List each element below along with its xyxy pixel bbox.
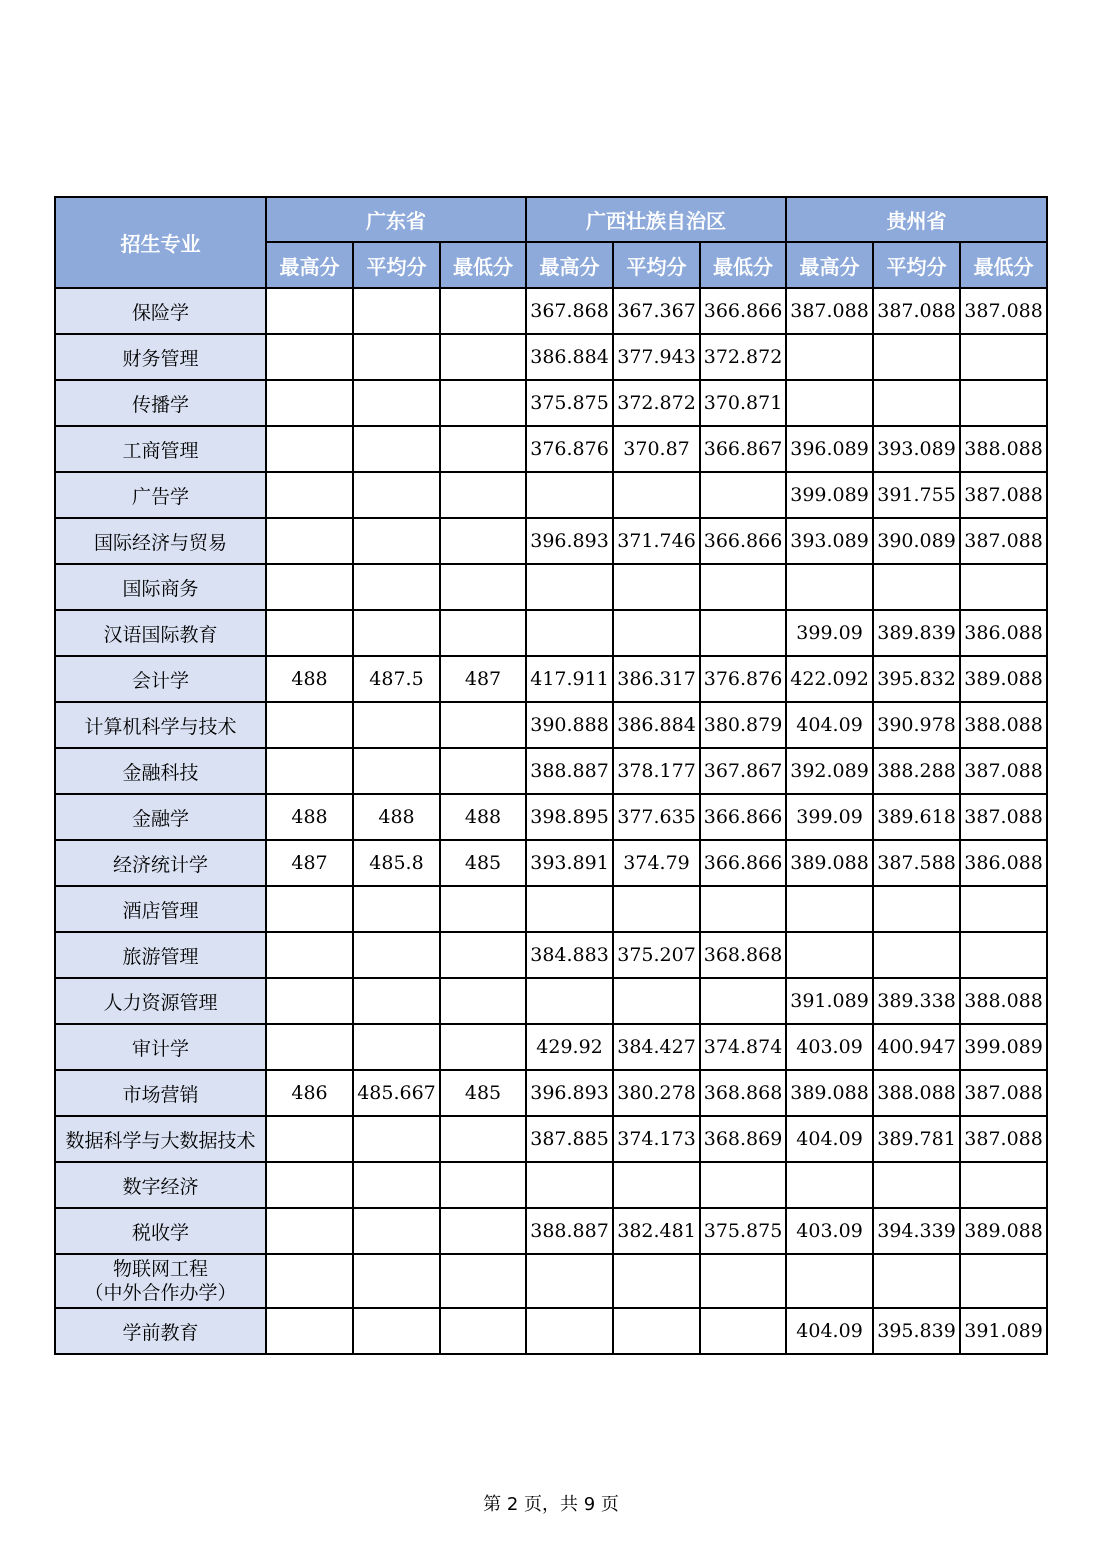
score-cell (786, 1254, 873, 1308)
major-name-cell (55, 288, 266, 334)
score-cell: 399.089 (786, 472, 873, 518)
sub-header-max: 最高分 (786, 242, 873, 288)
score-cell: 366.866 (700, 794, 786, 840)
score-cell: 389.839 (873, 610, 960, 656)
table-row (55, 334, 1047, 380)
score-cell: 395.832 (873, 656, 960, 702)
score-cell: 485.8 (353, 840, 440, 886)
score-cell: 399.09 (786, 794, 873, 840)
province-header-guangxi: 广西壮族自治区 (526, 197, 786, 242)
score-cell (786, 380, 873, 426)
score-cell: 367.868 (526, 288, 613, 334)
score-cell: 395.839 (873, 1308, 960, 1354)
score-cell (613, 610, 700, 656)
sub-header-min: 最低分 (440, 242, 526, 288)
score-cell (613, 472, 700, 518)
score-cell (440, 426, 526, 472)
sub-header-avg: 平均分 (613, 242, 700, 288)
score-cell (353, 1308, 440, 1354)
major-name-cell (55, 794, 266, 840)
score-cell (440, 334, 526, 380)
score-cell: 388.088 (960, 702, 1047, 748)
score-cell: 389.338 (873, 978, 960, 1024)
score-cell (353, 702, 440, 748)
score-cell (526, 1254, 613, 1308)
score-cell: 374.79 (613, 840, 700, 886)
major-name: 经济统计学 (112, 853, 208, 876)
score-cell: 404.09 (786, 1308, 873, 1354)
score-cell: 389.618 (873, 794, 960, 840)
score-cell (353, 886, 440, 932)
major-name-cell (55, 564, 266, 610)
score-cell (700, 1308, 786, 1354)
score-cell (353, 380, 440, 426)
score-cell (266, 288, 353, 334)
score-cell (440, 518, 526, 564)
major-name: 学前教育 (122, 1321, 199, 1344)
score-cell: 393.089 (873, 426, 960, 472)
major-name: 国际经济与贸易 (93, 531, 227, 554)
score-cell: 370.87 (613, 426, 700, 472)
score-cell (786, 1162, 873, 1208)
table-row (55, 656, 1047, 702)
major-name-cell (55, 380, 266, 426)
score-cell (700, 472, 786, 518)
score-cell: 389.088 (786, 840, 873, 886)
score-cell: 486 (266, 1070, 353, 1116)
score-cell (440, 288, 526, 334)
sub-header-min: 最低分 (700, 242, 786, 288)
major-name-cell (55, 1024, 266, 1070)
score-cell (440, 748, 526, 794)
table-row (55, 1254, 1047, 1308)
major-name: 工商管理 (122, 439, 199, 462)
major-name-cell (55, 886, 266, 932)
score-cell (960, 1162, 1047, 1208)
table-row (55, 472, 1047, 518)
admission-score-table (54, 196, 1048, 1355)
score-cell: 387.088 (960, 748, 1047, 794)
score-table-body (55, 288, 1047, 1354)
score-cell (873, 380, 960, 426)
score-cell (700, 886, 786, 932)
score-cell (526, 472, 613, 518)
score-cell (526, 610, 613, 656)
score-cell (613, 564, 700, 610)
score-cell: 391.089 (960, 1308, 1047, 1354)
score-cell: 404.09 (786, 702, 873, 748)
major-name-cell (55, 978, 266, 1024)
score-cell: 387.885 (526, 1116, 613, 1162)
score-cell: 378.177 (613, 748, 700, 794)
score-cell (353, 1024, 440, 1070)
major-name: 传播学 (131, 393, 189, 416)
score-cell (873, 334, 960, 380)
score-cell: 380.278 (613, 1070, 700, 1116)
score-cell (266, 518, 353, 564)
score-cell: 422.092 (786, 656, 873, 702)
score-cell (353, 472, 440, 518)
score-cell (266, 426, 353, 472)
major-name-cell (55, 518, 266, 564)
score-cell: 387.088 (960, 288, 1047, 334)
score-cell (526, 1162, 613, 1208)
major-column-header: 招生专业 (55, 197, 266, 288)
table-row (55, 886, 1047, 932)
score-cell (440, 1208, 526, 1254)
score-cell (353, 1162, 440, 1208)
score-cell (440, 702, 526, 748)
major-name: 税收学 (131, 1221, 189, 1244)
score-cell (266, 1254, 353, 1308)
major-name-cell (55, 426, 266, 472)
score-cell (266, 1308, 353, 1354)
score-cell (266, 702, 353, 748)
score-cell (700, 1254, 786, 1308)
score-cell: 392.089 (786, 748, 873, 794)
score-cell (786, 334, 873, 380)
major-name-cell (55, 702, 266, 748)
score-cell: 374.874 (700, 1024, 786, 1070)
score-cell (266, 1208, 353, 1254)
major-name: 市场营销 (122, 1083, 199, 1106)
table-row (55, 702, 1047, 748)
score-cell (786, 886, 873, 932)
score-cell: 386.088 (960, 610, 1047, 656)
score-cell (440, 932, 526, 978)
major-name: 国际商务 (122, 577, 199, 600)
table-row (55, 840, 1047, 886)
score-cell (700, 1162, 786, 1208)
score-cell: 488 (440, 794, 526, 840)
major-name-cell (55, 748, 266, 794)
table-row (55, 518, 1047, 564)
province-header-guangdong: 广东省 (266, 197, 526, 242)
score-cell (440, 380, 526, 426)
score-cell (960, 886, 1047, 932)
score-cell: 390.089 (873, 518, 960, 564)
major-name: 人力资源管理 (103, 991, 218, 1014)
score-cell: 377.635 (613, 794, 700, 840)
score-cell (353, 748, 440, 794)
score-cell: 366.866 (700, 840, 786, 886)
score-cell: 400.947 (873, 1024, 960, 1070)
major-name: 会计学 (131, 669, 189, 692)
score-cell (353, 426, 440, 472)
score-cell (786, 564, 873, 610)
score-cell: 375.875 (526, 380, 613, 426)
score-cell: 399.089 (960, 1024, 1047, 1070)
major-name: 财务管理 (122, 347, 199, 370)
sub-header-max: 最高分 (526, 242, 613, 288)
major-name: 物联网工程 (112, 1258, 208, 1280)
score-cell (440, 610, 526, 656)
sub-header-max: 最高分 (266, 242, 353, 288)
major-name-cell (55, 1070, 266, 1116)
score-cell: 388.088 (960, 426, 1047, 472)
sub-header-min: 最低分 (960, 242, 1047, 288)
score-cell: 388.088 (873, 1070, 960, 1116)
score-cell: 375.207 (613, 932, 700, 978)
score-cell: 387.088 (873, 288, 960, 334)
score-cell (873, 564, 960, 610)
score-cell (266, 1024, 353, 1070)
score-cell: 388.288 (873, 748, 960, 794)
score-cell (786, 932, 873, 978)
score-cell (440, 978, 526, 1024)
score-cell (266, 886, 353, 932)
score-cell: 366.866 (700, 518, 786, 564)
score-cell (353, 1254, 440, 1308)
table-row (55, 794, 1047, 840)
score-cell: 404.09 (786, 1116, 873, 1162)
score-cell (266, 932, 353, 978)
score-cell: 390.888 (526, 702, 613, 748)
score-cell (266, 1162, 353, 1208)
score-cell (353, 288, 440, 334)
score-cell: 366.866 (700, 288, 786, 334)
score-cell: 396.893 (526, 518, 613, 564)
score-cell (526, 1308, 613, 1354)
score-cell: 391.089 (786, 978, 873, 1024)
table-row (55, 380, 1047, 426)
score-cell: 396.089 (786, 426, 873, 472)
score-cell: 488 (266, 794, 353, 840)
score-cell: 488 (266, 656, 353, 702)
major-name-cell (55, 932, 266, 978)
score-cell (266, 748, 353, 794)
score-cell (960, 564, 1047, 610)
score-cell (440, 1162, 526, 1208)
major-name-cell (55, 610, 266, 656)
score-cell: 393.891 (526, 840, 613, 886)
score-cell (873, 932, 960, 978)
score-cell: 367.867 (700, 748, 786, 794)
score-cell: 389.088 (960, 656, 1047, 702)
score-cell: 387.088 (960, 794, 1047, 840)
score-cell: 386.088 (960, 840, 1047, 886)
score-cell: 488 (353, 794, 440, 840)
score-cell: 393.089 (786, 518, 873, 564)
score-cell (960, 1254, 1047, 1308)
major-name-cell (55, 1162, 266, 1208)
score-cell (266, 564, 353, 610)
score-cell (700, 978, 786, 1024)
score-cell: 380.879 (700, 702, 786, 748)
score-cell: 387.588 (873, 840, 960, 886)
score-cell: 387.088 (786, 288, 873, 334)
score-cell (353, 978, 440, 1024)
score-cell (440, 1308, 526, 1354)
score-cell: 403.09 (786, 1208, 873, 1254)
score-cell: 366.867 (700, 426, 786, 472)
table-row (55, 978, 1047, 1024)
score-cell (960, 380, 1047, 426)
major-name: 汉语国际教育 (103, 623, 218, 646)
score-cell (266, 472, 353, 518)
score-cell: 384.427 (613, 1024, 700, 1070)
score-cell: 368.868 (700, 932, 786, 978)
table-row (55, 1070, 1047, 1116)
score-cell: 396.893 (526, 1070, 613, 1116)
score-cell: 394.339 (873, 1208, 960, 1254)
major-name: 金融科技 (122, 761, 199, 784)
score-cell (266, 610, 353, 656)
table-row (55, 932, 1047, 978)
major-name: 计算机科学与技术 (84, 715, 237, 738)
table-row (55, 1116, 1047, 1162)
major-name-cell (55, 1308, 266, 1354)
score-cell (266, 1116, 353, 1162)
score-cell (353, 564, 440, 610)
score-cell (613, 1162, 700, 1208)
score-cell: 398.895 (526, 794, 613, 840)
score-cell: 389.781 (873, 1116, 960, 1162)
score-cell (440, 472, 526, 518)
page-footer: 第 2 页，共 9 页 (483, 1494, 619, 1515)
score-cell (353, 1208, 440, 1254)
score-cell: 387.088 (960, 472, 1047, 518)
score-cell (353, 932, 440, 978)
score-cell: 372.872 (613, 380, 700, 426)
score-cell: 417.911 (526, 656, 613, 702)
major-name-cell (55, 1116, 266, 1162)
major-name-cell (55, 334, 266, 380)
score-cell: 376.876 (526, 426, 613, 472)
score-cell (353, 1116, 440, 1162)
score-cell: 388.887 (526, 748, 613, 794)
score-cell (873, 886, 960, 932)
score-cell (266, 978, 353, 1024)
score-cell: 374.173 (613, 1116, 700, 1162)
score-cell: 487 (266, 840, 353, 886)
score-cell: 382.481 (613, 1208, 700, 1254)
score-cell: 367.367 (613, 288, 700, 334)
table-row (55, 426, 1047, 472)
score-cell (353, 518, 440, 564)
score-cell (353, 334, 440, 380)
major-name: 旅游管理 (122, 945, 199, 968)
score-cell: 389.088 (960, 1208, 1047, 1254)
sub-header-avg: 平均分 (353, 242, 440, 288)
major-name: 数据科学与大数据技术 (65, 1129, 256, 1152)
table-row (55, 1024, 1047, 1070)
major-name: 审计学 (131, 1037, 189, 1060)
major-name: 数字经济 (122, 1175, 199, 1198)
score-cell: 368.868 (700, 1070, 786, 1116)
score-cell (526, 564, 613, 610)
major-name-note: （中外合作办学） (84, 1282, 237, 1304)
score-cell: 391.755 (873, 472, 960, 518)
score-cell: 387.088 (960, 518, 1047, 564)
major-name: 金融学 (131, 807, 189, 830)
score-cell: 390.978 (873, 702, 960, 748)
score-cell: 384.883 (526, 932, 613, 978)
major-name-cell (55, 656, 266, 702)
score-cell: 487.5 (353, 656, 440, 702)
table-row (55, 1162, 1047, 1208)
score-cell (960, 334, 1047, 380)
score-cell: 387.088 (960, 1116, 1047, 1162)
score-cell: 403.09 (786, 1024, 873, 1070)
sub-header-avg: 平均分 (873, 242, 960, 288)
score-cell: 487 (440, 656, 526, 702)
table-row (55, 748, 1047, 794)
score-cell: 429.92 (526, 1024, 613, 1070)
score-cell: 388.088 (960, 978, 1047, 1024)
major-name-cell (55, 472, 266, 518)
score-cell (353, 610, 440, 656)
province-header-guizhou: 贵州省 (786, 197, 1047, 242)
score-cell: 485 (440, 1070, 526, 1116)
score-cell (613, 978, 700, 1024)
score-cell (266, 380, 353, 426)
score-cell: 485 (440, 840, 526, 886)
score-cell: 370.871 (700, 380, 786, 426)
table-row (55, 1208, 1047, 1254)
score-cell (960, 932, 1047, 978)
score-cell (266, 334, 353, 380)
major-name: 酒店管理 (122, 899, 199, 922)
major-name-cell (55, 1254, 266, 1308)
score-cell (873, 1162, 960, 1208)
score-cell (440, 1254, 526, 1308)
score-cell (613, 1308, 700, 1354)
score-cell: 368.869 (700, 1116, 786, 1162)
score-cell (873, 1254, 960, 1308)
score-cell (700, 564, 786, 610)
major-name-cell (55, 1208, 266, 1254)
score-cell (440, 564, 526, 610)
major-name: 保险学 (131, 301, 189, 324)
score-cell: 399.09 (786, 610, 873, 656)
score-cell: 387.088 (960, 1070, 1047, 1116)
score-cell (700, 610, 786, 656)
score-cell: 375.875 (700, 1208, 786, 1254)
score-cell: 372.872 (700, 334, 786, 380)
score-cell: 386.884 (526, 334, 613, 380)
score-cell: 371.746 (613, 518, 700, 564)
score-cell: 376.876 (700, 656, 786, 702)
score-cell: 485.667 (353, 1070, 440, 1116)
major-name-cell (55, 840, 266, 886)
score-cell (526, 886, 613, 932)
table-row (55, 288, 1047, 334)
score-cell: 377.943 (613, 334, 700, 380)
score-cell (526, 978, 613, 1024)
score-cell (440, 1116, 526, 1162)
score-cell: 389.088 (786, 1070, 873, 1116)
table-row (55, 1308, 1047, 1354)
score-cell: 386.884 (613, 702, 700, 748)
major-name: 广告学 (131, 485, 189, 508)
table-row (55, 610, 1047, 656)
score-cell (613, 886, 700, 932)
table-row (55, 564, 1047, 610)
score-cell (613, 1254, 700, 1308)
score-cell (440, 886, 526, 932)
score-cell (440, 1024, 526, 1070)
score-cell: 388.887 (526, 1208, 613, 1254)
score-cell: 386.317 (613, 656, 700, 702)
